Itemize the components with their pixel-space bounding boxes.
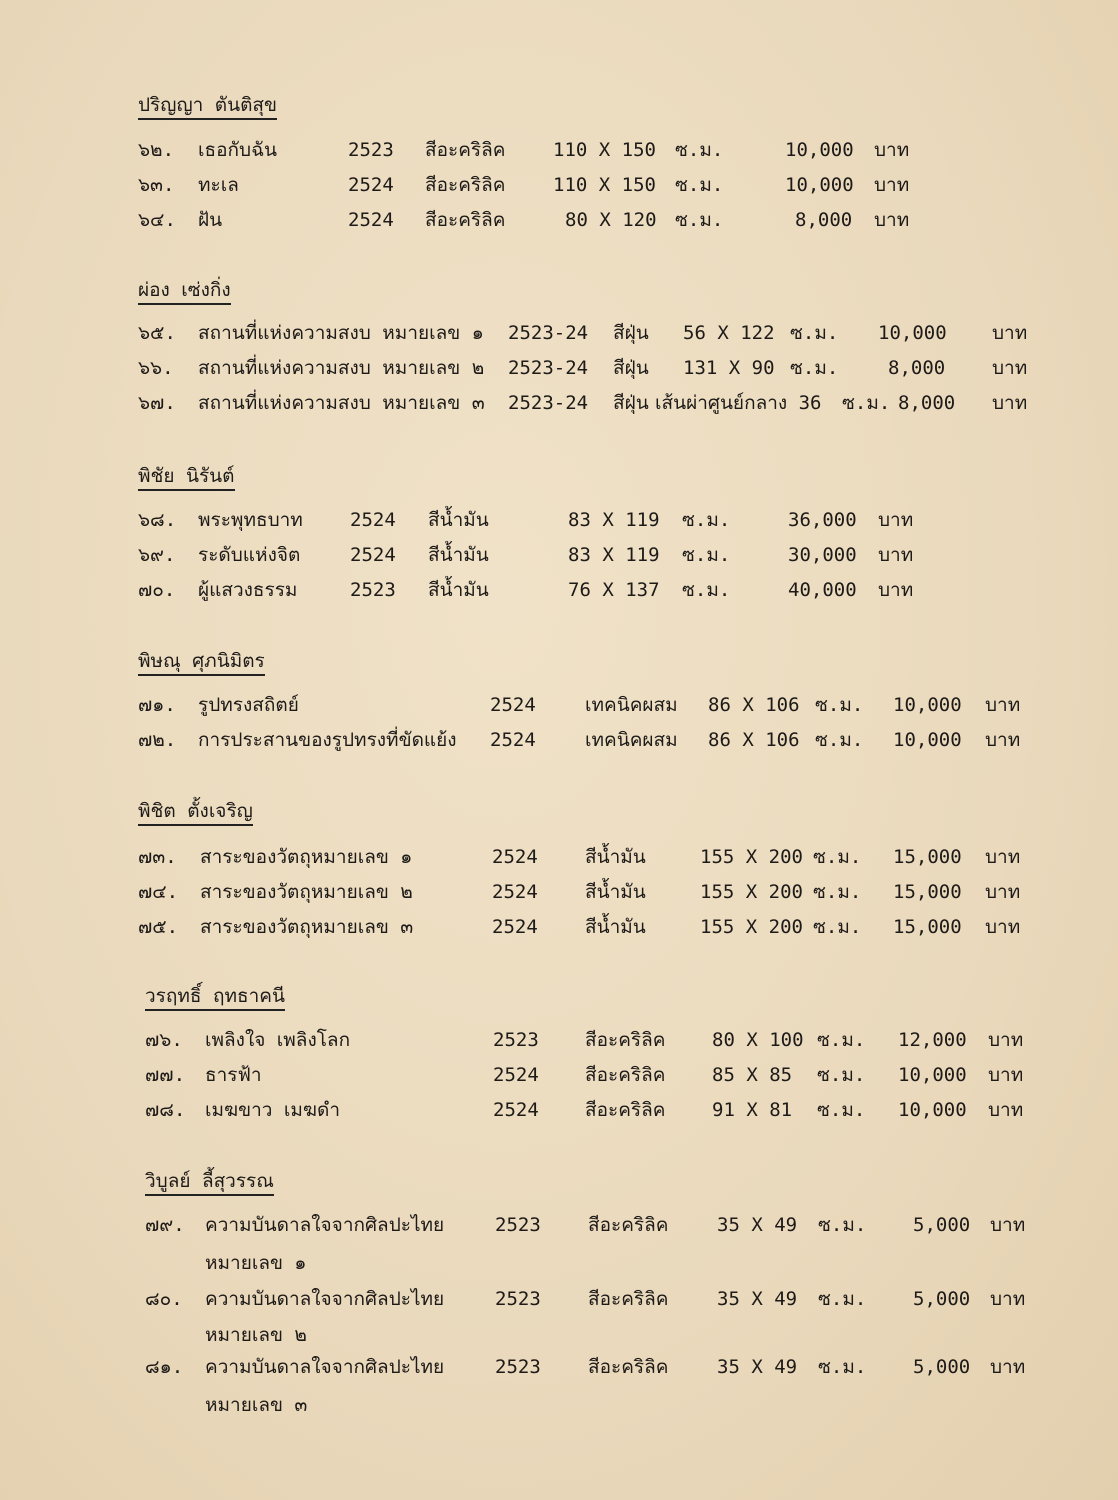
artist-heading: วรฤทธิ์ ฤทธาคนี	[0, 983, 1118, 1017]
entry-size: 56 X 122	[683, 322, 775, 344]
entry-medium: สีอะคริลิค	[425, 139, 506, 161]
entry-number: ๗๗.	[145, 1064, 186, 1086]
entry-title: สาระของวัตถุหมายเลข ๓	[200, 916, 414, 938]
entry-size: 131 X 90	[683, 357, 775, 379]
entry-year: 2524	[493, 1099, 539, 1121]
entry-unit: ซ.ม.	[790, 357, 839, 379]
entry-title-continued: หมายเลข ๑	[205, 1252, 307, 1274]
entry-price: 10,000	[785, 174, 854, 196]
entry-currency: บาท	[992, 322, 1028, 344]
artwork-row	[0, 1282, 1118, 1316]
entry-title: สถานที่แห่งความสงบ หมายเลข ๑	[198, 322, 484, 344]
artwork-row	[0, 503, 1118, 537]
entry-size: 76 X 137	[568, 579, 660, 601]
entry-number: ๗๔.	[138, 881, 179, 903]
entry-price: 5,000	[913, 1214, 971, 1236]
artwork-row	[0, 573, 1118, 607]
entry-number: ๗๘.	[145, 1099, 186, 1121]
entry-size: 86 X 106	[708, 729, 800, 751]
artwork-row	[0, 1350, 1118, 1384]
entry-title: การประสานของรูปทรงที่ขัดแย้ง	[198, 729, 457, 751]
entry-currency: บาท	[874, 139, 910, 161]
entry-currency: บาท	[985, 729, 1021, 751]
entry-unit: ซ.ม.	[682, 509, 731, 531]
entry-size: 155 X 200	[700, 846, 803, 868]
entry-medium: สีฝุ่น	[613, 357, 649, 379]
entry-price: 40,000	[788, 579, 857, 601]
entry-size: 83 X 119	[568, 544, 660, 566]
entry-unit: ซ.ม.	[815, 694, 864, 716]
entry-size: 110 X 150	[553, 174, 656, 196]
entry-medium: เทคนิคผสม	[585, 694, 678, 716]
entry-title: เพลิงใจ เพลิงโลก	[205, 1029, 351, 1051]
artwork-row	[0, 168, 1118, 202]
entry-unit: ซ.ม.	[818, 1214, 867, 1236]
entry-year: 2524	[490, 729, 536, 751]
entry-number: ๗๐.	[138, 579, 176, 601]
entry-year: 2524	[493, 1064, 539, 1086]
entry-unit: ซ.ม.	[813, 881, 862, 903]
artist-heading: ปริญญา ตันติสุข	[0, 92, 1118, 126]
entry-medium: สีอะคริลิค	[588, 1214, 669, 1236]
entry-number: ๖๓.	[138, 174, 175, 196]
entry-year: 2523	[495, 1214, 541, 1236]
entry-title: เธอกับฉัน	[198, 139, 277, 161]
entry-title: สาระของวัตถุหมายเลข ๒	[200, 881, 413, 903]
entry-number: ๖๙.	[138, 544, 176, 566]
entry-currency: บาท	[985, 694, 1021, 716]
entry-size: 85 X 85	[712, 1064, 793, 1086]
artwork-row	[0, 386, 1118, 420]
artwork-row	[0, 840, 1118, 874]
entry-size: 155 X 200	[700, 916, 803, 938]
entry-title: ทะเล	[198, 174, 239, 196]
entry-price: 10,000	[785, 139, 854, 161]
entry-currency: บาท	[874, 174, 910, 196]
entry-currency: บาท	[990, 1214, 1026, 1236]
entry-currency: บาท	[988, 1099, 1024, 1121]
entry-unit: ซ.ม.	[818, 1356, 867, 1378]
entry-unit: ซ.ม.	[813, 916, 862, 938]
artist-heading: พิษณุ ศุภนิมิตร	[0, 648, 1118, 682]
entry-size: 80 X 120	[565, 209, 657, 231]
entry-size: 83 X 119	[568, 509, 660, 531]
entry-year: 2523	[348, 139, 394, 161]
artwork-row	[0, 203, 1118, 237]
entry-year: 2524	[348, 174, 394, 196]
entry-number: ๖๕.	[138, 322, 176, 344]
entry-medium: สีอะคริลิค	[588, 1288, 669, 1310]
entry-unit: ซ.ม.	[790, 322, 839, 344]
entry-medium: สีน้ำมัน	[428, 509, 489, 531]
entry-year: 2523	[495, 1288, 541, 1310]
entry-price: 10,000	[893, 729, 962, 751]
entry-title: สถานที่แห่งความสงบ หมายเลข ๒	[198, 357, 485, 379]
entry-medium: สีอะคริลิค	[425, 174, 506, 196]
entry-size: 35 X 49	[717, 1214, 798, 1236]
entry-currency: บาท	[988, 1029, 1024, 1051]
entry-year: 2523	[493, 1029, 539, 1051]
entry-title: เมฆขาว เมฆดำ	[205, 1099, 341, 1121]
entry-currency: บาท	[878, 579, 914, 601]
entry-medium: สีอะคริลิค	[588, 1356, 669, 1378]
artwork-row	[0, 538, 1118, 572]
entry-price: 10,000	[878, 322, 947, 344]
artwork-row	[0, 1023, 1118, 1057]
entry-medium: สีน้ำมัน	[428, 579, 489, 601]
entry-year: 2524	[490, 694, 536, 716]
entry-medium: สีอะคริลิค	[585, 1064, 666, 1086]
artwork-row	[0, 723, 1118, 757]
entry-currency: บาท	[874, 209, 910, 231]
entry-medium: สีอะคริลิค	[585, 1099, 666, 1121]
entry-medium: สีอะคริลิค	[425, 209, 506, 231]
entry-title: ระดับแห่งจิต	[198, 544, 301, 566]
entry-unit: ซ.ม.	[817, 1029, 866, 1051]
entry-size: 80 X 100	[712, 1029, 804, 1051]
entry-currency: บาท	[988, 1064, 1024, 1086]
entry-number: ๘๐.	[145, 1288, 183, 1310]
entry-currency: บาท	[878, 509, 914, 531]
entry-title-continued: หมายเลข ๓	[205, 1394, 308, 1416]
entry-year: 2523-24	[508, 357, 589, 379]
entry-price: 10,000	[898, 1099, 967, 1121]
entry-title: สาระของวัตถุหมายเลข ๑	[200, 846, 413, 868]
entry-size: 110 X 150	[553, 139, 656, 161]
artwork-row	[0, 351, 1118, 385]
entry-title: ความบันดาลใจจากศิลปะไทย	[205, 1288, 445, 1310]
artist-heading: ผ่อง เซ่งกิ่ง	[0, 277, 1118, 311]
artwork-row	[0, 1093, 1118, 1127]
entry-number: ๖๖.	[138, 357, 174, 379]
entry-year: 2524	[350, 509, 396, 531]
entry-price: 15,000	[893, 916, 962, 938]
artwork-row	[0, 875, 1118, 909]
entry-title: ความบันดาลใจจากศิลปะไทย	[205, 1356, 445, 1378]
entry-price: 12,000	[898, 1029, 967, 1051]
entry-unit: ซ.ม.	[675, 174, 724, 196]
artwork-row	[0, 1208, 1118, 1242]
entry-currency: บาท	[985, 916, 1021, 938]
entry-currency: บาท	[990, 1356, 1026, 1378]
artwork-row	[0, 133, 1118, 167]
entry-currency: บาท	[878, 544, 914, 566]
entry-title: รูปทรงสถิตย์	[198, 694, 299, 716]
entry-currency: บาท	[985, 881, 1021, 903]
entry-medium: สีน้ำมัน	[585, 916, 646, 938]
entry-number: ๗๙.	[145, 1214, 185, 1236]
entry-year: 2523-24	[508, 322, 589, 344]
entry-price: 5,000	[913, 1288, 971, 1310]
entry-unit: ซ.ม.	[675, 139, 724, 161]
entry-price: 15,000	[893, 881, 962, 903]
entry-unit: ซ.ม.	[815, 729, 864, 751]
entry-year: 2523	[495, 1356, 541, 1378]
entry-unit: ซ.ม.	[817, 1064, 866, 1086]
entry-title: ฝัน	[198, 209, 223, 231]
entry-price: 36,000	[788, 509, 857, 531]
entry-unit: ซ.ม.	[682, 544, 731, 566]
entry-unit: ซ.ม.	[682, 579, 731, 601]
entry-number: ๖๘.	[138, 509, 177, 531]
entry-title-continued: หมายเลข ๒	[205, 1324, 307, 1346]
entry-year: 2524	[492, 916, 538, 938]
entry-currency: บาท	[992, 392, 1028, 414]
entry-title: ธารฟ้า	[205, 1064, 262, 1086]
entry-currency: บาท	[990, 1288, 1026, 1310]
entry-year: 2524	[492, 846, 538, 868]
entry-year: 2523	[350, 579, 396, 601]
entry-medium: สีน้ำมัน	[585, 846, 646, 868]
entry-price: 5,000	[913, 1356, 971, 1378]
entry-price: 30,000	[788, 544, 857, 566]
entry-size: 35 X 49	[717, 1288, 798, 1310]
entry-medium: สีน้ำมัน	[428, 544, 489, 566]
entry-size: 155 X 200	[700, 881, 803, 903]
entry-price: 15,000	[893, 846, 962, 868]
entry-size: 86 X 106	[708, 694, 800, 716]
entry-currency: บาท	[992, 357, 1028, 379]
entry-size: เส้นผ่าศูนย์กลาง 36	[655, 392, 822, 414]
entry-number: ๗๒.	[138, 729, 177, 751]
entry-medium: เทคนิคผสม	[585, 729, 678, 751]
artwork-row	[0, 688, 1118, 722]
entry-number: ๗๓.	[138, 846, 177, 868]
entry-price: 8,000	[898, 392, 956, 414]
entry-number: ๖๒.	[138, 139, 175, 161]
entry-medium: สีอะคริลิค	[585, 1029, 666, 1051]
entry-number: ๘๑.	[145, 1356, 184, 1378]
entry-size: 35 X 49	[717, 1356, 798, 1378]
entry-title: สถานที่แห่งความสงบ หมายเลข ๓	[198, 392, 485, 414]
entry-unit: ซ.ม.	[813, 846, 862, 868]
entry-currency: บาท	[985, 846, 1021, 868]
entry-price: 10,000	[898, 1064, 967, 1086]
artist-heading: พิชัย นิรันต์	[0, 463, 1118, 497]
entry-year: 2524	[350, 544, 396, 566]
entry-unit: ซ.ม.	[675, 209, 724, 231]
artwork-row	[0, 1058, 1118, 1092]
entry-title: ความบันดาลใจจากศิลปะไทย	[205, 1214, 445, 1236]
entry-medium: สีฝุ่น	[613, 392, 649, 414]
entry-title: ผู้แสวงธรรม	[198, 579, 298, 601]
entry-year: 2524	[492, 881, 538, 903]
entry-medium: สีน้ำมัน	[585, 881, 646, 903]
artist-heading: พิชิต ตั้งเจริญ	[0, 798, 1118, 832]
entry-number: ๖๔.	[138, 209, 176, 231]
entry-unit: ซ.ม.	[817, 1099, 866, 1121]
entry-number: ๗๑.	[138, 694, 176, 716]
entry-size: 91 X 81	[712, 1099, 793, 1121]
artwork-row	[0, 316, 1118, 350]
entry-unit: ซ.ม.	[842, 392, 891, 414]
entry-year: 2523-24	[508, 392, 589, 414]
entry-unit: ซ.ม.	[818, 1288, 867, 1310]
entry-title: พระพุทธบาท	[198, 509, 303, 531]
artist-heading: วิบูลย์ ลี้สุวรรณ	[0, 1168, 1118, 1202]
entry-price: 8,000	[795, 209, 853, 231]
artwork-row	[0, 910, 1118, 944]
entry-number: ๗๕.	[138, 916, 179, 938]
entry-price: 8,000	[888, 357, 946, 379]
entry-medium: สีฝุ่น	[613, 322, 649, 344]
entry-number: ๗๖.	[145, 1029, 183, 1051]
entry-year: 2524	[348, 209, 394, 231]
entry-price: 10,000	[893, 694, 962, 716]
entry-number: ๖๗.	[138, 392, 176, 414]
